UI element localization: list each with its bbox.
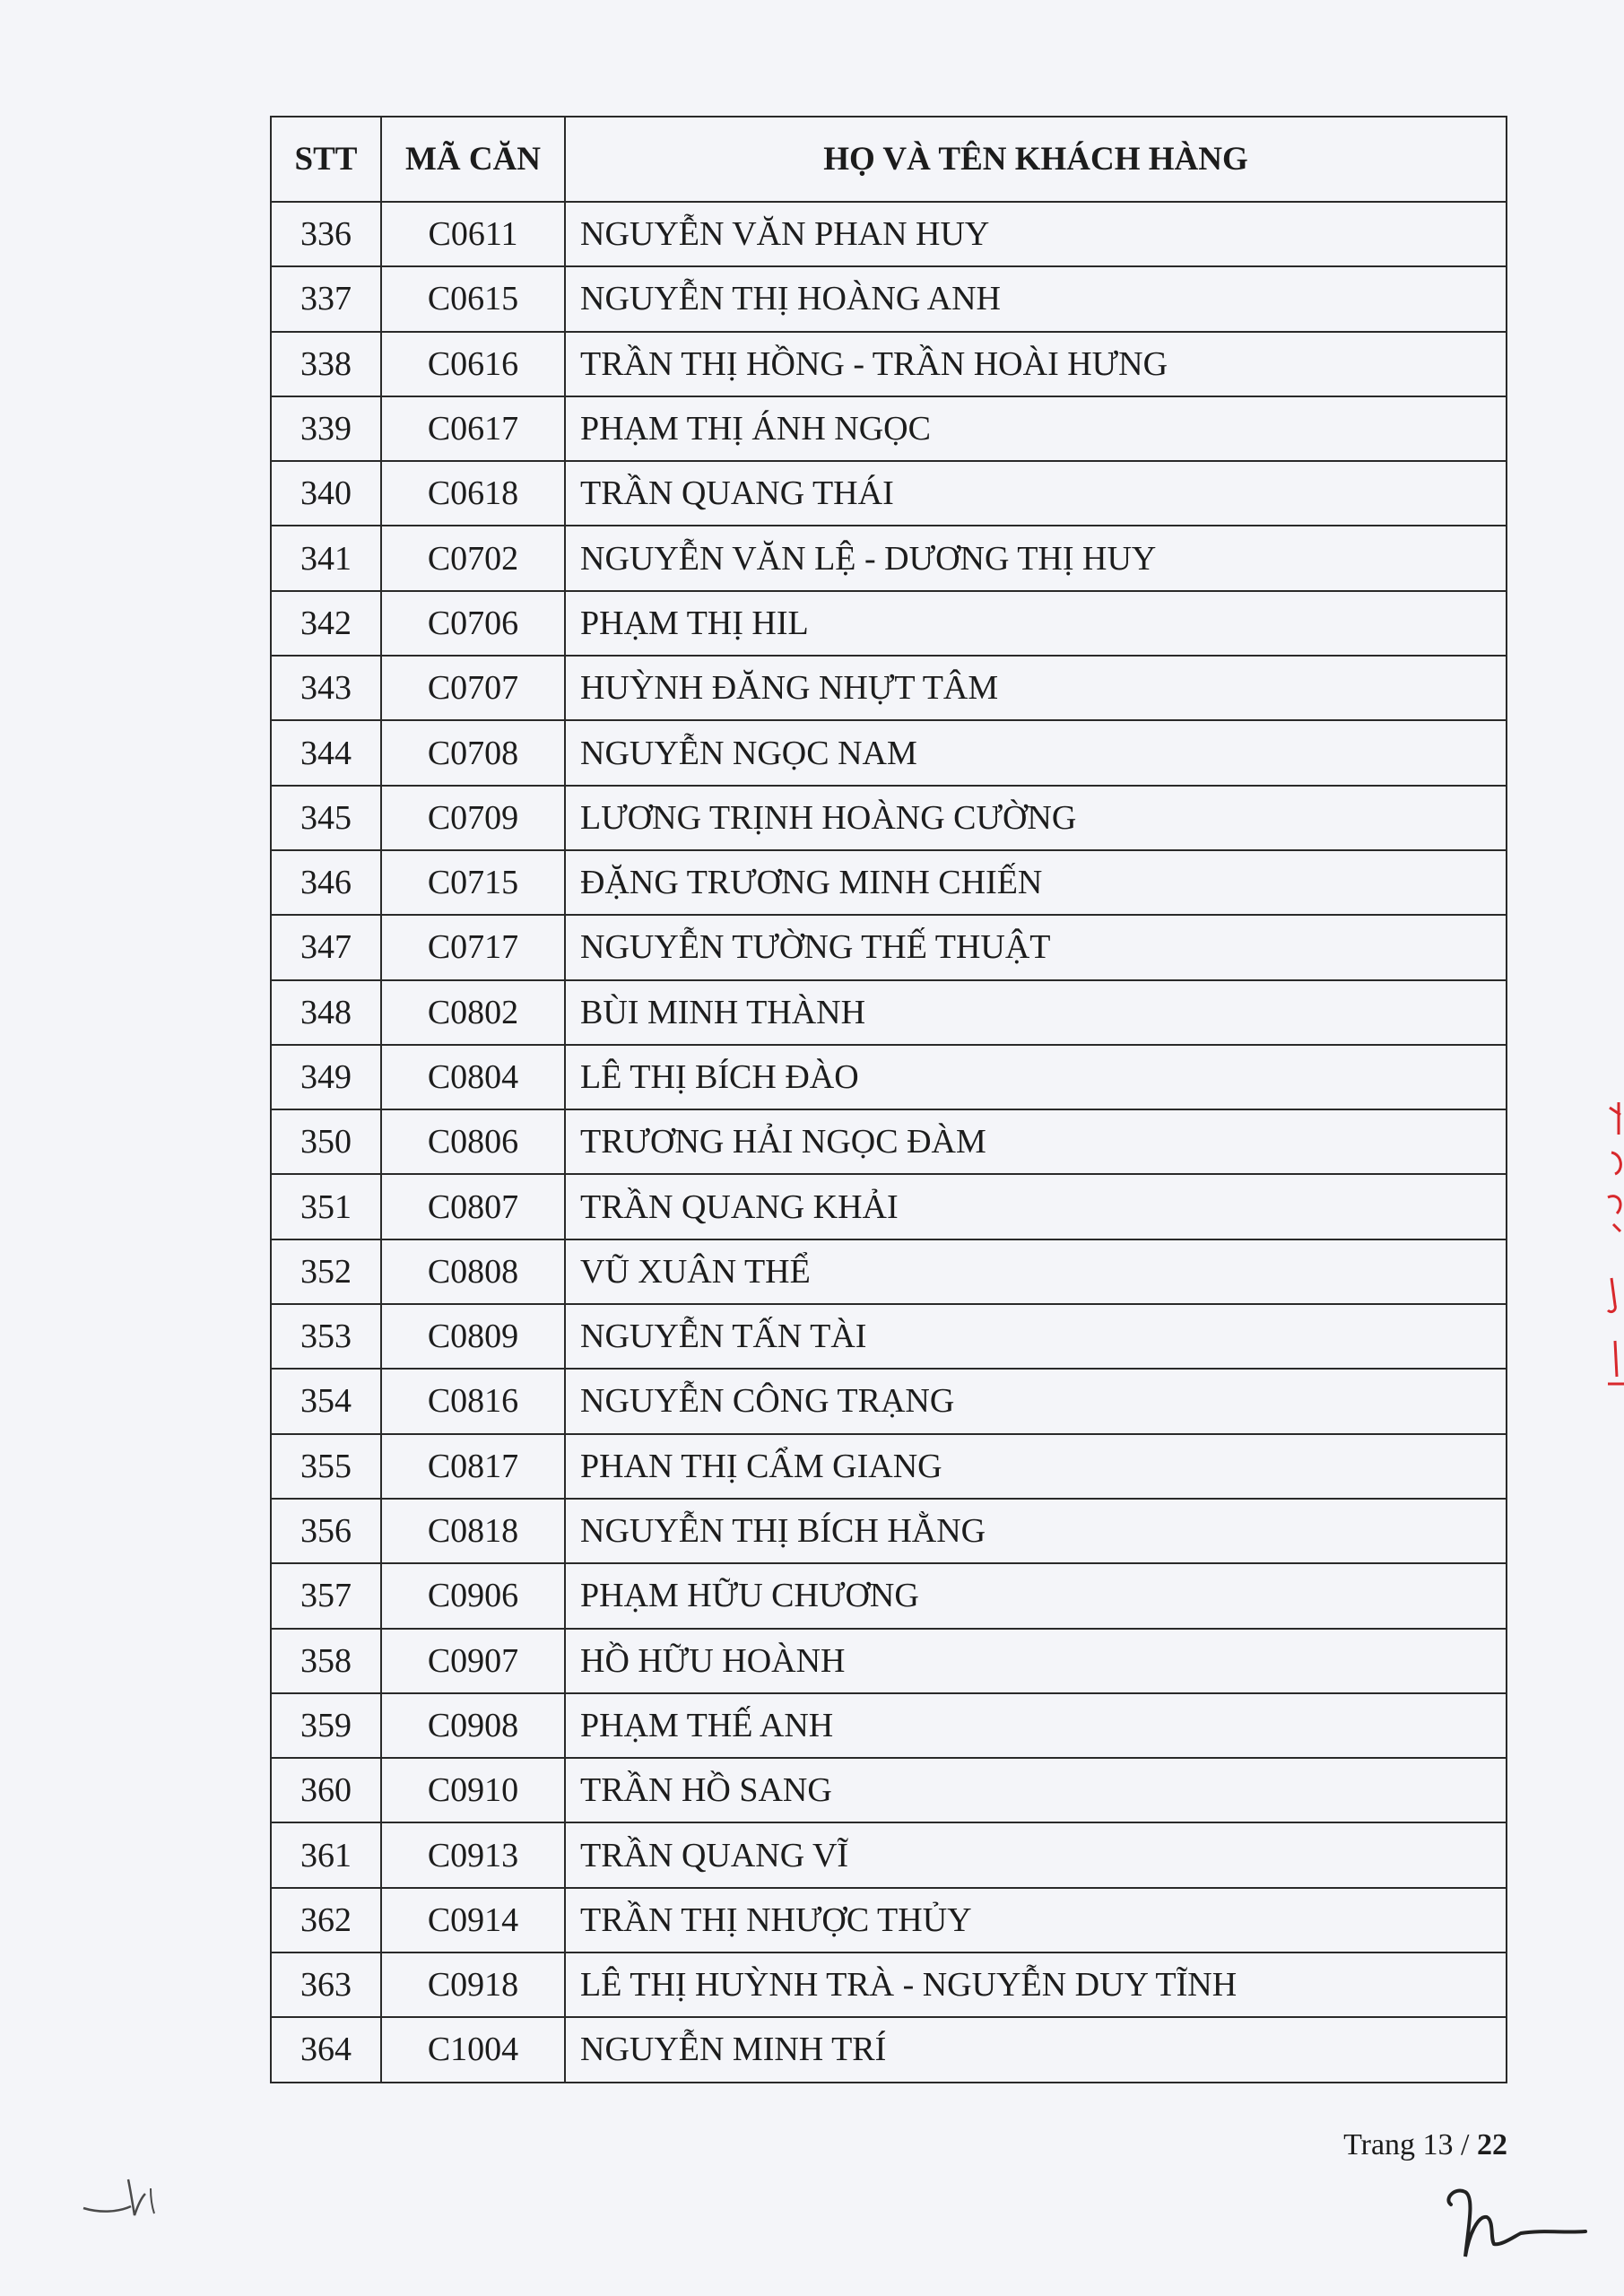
row-customer-name: ĐẶNG TRƯƠNG MINH CHIẾN bbox=[565, 850, 1507, 915]
table-row bbox=[271, 266, 1507, 331]
row-customer-name: PHAN THỊ CẨM GIANG bbox=[565, 1434, 1507, 1499]
header-stt: STT bbox=[271, 117, 381, 202]
row-stt: 359 bbox=[271, 1693, 381, 1758]
row-stt: 348 bbox=[271, 980, 381, 1045]
row-stt: 336 bbox=[271, 202, 381, 266]
row-stt: 349 bbox=[271, 1045, 381, 1109]
table-row bbox=[271, 1174, 1507, 1239]
header-customer-name: HỌ VÀ TÊN KHÁCH HÀNG bbox=[565, 117, 1507, 202]
row-stt: 363 bbox=[271, 1952, 381, 2017]
row-stt: 355 bbox=[271, 1434, 381, 1499]
row-unit-code: C0802 bbox=[381, 980, 565, 1045]
row-stt: 345 bbox=[271, 786, 381, 850]
table-row bbox=[271, 1045, 1507, 1109]
row-customer-name: TRẦN HỒ SANG bbox=[565, 1758, 1507, 1822]
table-row bbox=[271, 720, 1507, 785]
row-customer-name: LÊ THỊ BÍCH ĐÀO bbox=[565, 1045, 1507, 1109]
header-unit-code: MÃ CĂN bbox=[381, 117, 565, 202]
row-customer-name: NGUYỄN CÔNG TRẠNG bbox=[565, 1369, 1507, 1433]
row-unit-code: C0914 bbox=[381, 1888, 565, 1952]
row-stt: 339 bbox=[271, 396, 381, 461]
row-stt: 361 bbox=[271, 1822, 381, 1887]
row-stt: 364 bbox=[271, 2017, 381, 2082]
table-row bbox=[271, 1758, 1507, 1822]
row-unit-code: C0816 bbox=[381, 1369, 565, 1433]
row-customer-name: NGUYỄN THỊ BÍCH HẰNG bbox=[565, 1499, 1507, 1563]
row-stt: 340 bbox=[271, 461, 381, 526]
table-row bbox=[271, 2017, 1507, 2082]
page-number-label: Trang 13 / bbox=[1343, 2128, 1470, 2161]
row-customer-name: NGUYỄN THỊ HOÀNG ANH bbox=[565, 266, 1507, 331]
table-row bbox=[271, 850, 1507, 915]
row-customer-name: NGUYỄN TƯỜNG THẾ THUẬT bbox=[565, 915, 1507, 979]
row-customer-name: LƯƠNG TRỊNH HOÀNG CƯỜNG bbox=[565, 786, 1507, 850]
row-unit-code: C0615 bbox=[381, 266, 565, 331]
row-unit-code: C0809 bbox=[381, 1304, 565, 1369]
table-row bbox=[271, 1629, 1507, 1693]
row-unit-code: C0818 bbox=[381, 1499, 565, 1563]
table-row bbox=[271, 1109, 1507, 1174]
row-unit-code: C0804 bbox=[381, 1045, 565, 1109]
initials-signature-left bbox=[79, 2161, 178, 2224]
row-unit-code: C0616 bbox=[381, 332, 565, 396]
row-stt: 346 bbox=[271, 850, 381, 915]
table-row bbox=[271, 202, 1507, 266]
row-stt: 360 bbox=[271, 1758, 381, 1822]
row-customer-name: NGUYỄN VĂN PHAN HUY bbox=[565, 202, 1507, 266]
row-customer-name: PHẠM THỊ HIL bbox=[565, 591, 1507, 656]
row-customer-name: NGUYỄN TẤN TÀI bbox=[565, 1304, 1507, 1369]
row-stt: 356 bbox=[271, 1499, 381, 1563]
table-row bbox=[271, 1304, 1507, 1369]
row-unit-code: C0709 bbox=[381, 786, 565, 850]
row-stt: 358 bbox=[271, 1629, 381, 1693]
row-stt: 350 bbox=[271, 1109, 381, 1174]
row-stt: 354 bbox=[271, 1369, 381, 1433]
table-row bbox=[271, 396, 1507, 461]
row-unit-code: C0717 bbox=[381, 915, 565, 979]
row-unit-code: C0708 bbox=[381, 720, 565, 785]
table-row bbox=[271, 1952, 1507, 2017]
table-row bbox=[271, 1434, 1507, 1499]
table-row bbox=[271, 915, 1507, 979]
row-unit-code: C0808 bbox=[381, 1239, 565, 1304]
row-customer-name: PHẠM THẾ ANH bbox=[565, 1693, 1507, 1758]
table-row bbox=[271, 526, 1507, 590]
table-row bbox=[271, 1888, 1507, 1952]
customer-table bbox=[270, 116, 1507, 2083]
row-unit-code: C0908 bbox=[381, 1693, 565, 1758]
row-unit-code: C0907 bbox=[381, 1629, 565, 1693]
row-stt: 343 bbox=[271, 656, 381, 720]
table-row bbox=[271, 656, 1507, 720]
row-stt: 344 bbox=[271, 720, 381, 785]
initials-signature-right bbox=[1435, 2179, 1592, 2269]
row-customer-name: NGUYỄN MINH TRÍ bbox=[565, 2017, 1507, 2082]
row-stt: 347 bbox=[271, 915, 381, 979]
row-stt: 342 bbox=[271, 591, 381, 656]
row-unit-code: C0906 bbox=[381, 1563, 565, 1628]
row-unit-code: C0806 bbox=[381, 1109, 565, 1174]
row-unit-code: C0617 bbox=[381, 396, 565, 461]
table-row bbox=[271, 1499, 1507, 1563]
row-unit-code: C0706 bbox=[381, 591, 565, 656]
row-stt: 362 bbox=[271, 1888, 381, 1952]
table-header-row bbox=[271, 117, 1507, 202]
table-row bbox=[271, 461, 1507, 526]
row-unit-code: C0807 bbox=[381, 1174, 565, 1239]
row-customer-name: PHẠM HỮU CHƯƠNG bbox=[565, 1563, 1507, 1628]
row-unit-code: C0702 bbox=[381, 526, 565, 590]
page-number-total: 22 bbox=[1477, 2128, 1507, 2161]
table-body bbox=[271, 202, 1507, 2083]
table-row bbox=[271, 1563, 1507, 1628]
page-number bbox=[1343, 2128, 1507, 2162]
row-unit-code: C0910 bbox=[381, 1758, 565, 1822]
row-customer-name: NGUYỄN NGỌC NAM bbox=[565, 720, 1507, 785]
row-unit-code: C1004 bbox=[381, 2017, 565, 2082]
table-row bbox=[271, 1369, 1507, 1433]
row-customer-name: TRẦN THỊ HỒNG - TRẦN HOÀI HƯNG bbox=[565, 332, 1507, 396]
table-row bbox=[271, 1693, 1507, 1758]
row-unit-code: C0611 bbox=[381, 202, 565, 266]
row-stt: 341 bbox=[271, 526, 381, 590]
row-stt: 352 bbox=[271, 1239, 381, 1304]
table-row bbox=[271, 1822, 1507, 1887]
red-stamp-edge bbox=[1599, 1099, 1624, 1395]
table-row bbox=[271, 980, 1507, 1045]
row-unit-code: C0715 bbox=[381, 850, 565, 915]
row-unit-code: C0918 bbox=[381, 1952, 565, 2017]
row-customer-name: TRƯƠNG HẢI NGỌC ĐÀM bbox=[565, 1109, 1507, 1174]
row-customer-name: HUỲNH ĐĂNG NHỰT TÂM bbox=[565, 656, 1507, 720]
row-stt: 357 bbox=[271, 1563, 381, 1628]
row-customer-name: TRẦN QUANG THÁI bbox=[565, 461, 1507, 526]
table-row bbox=[271, 1239, 1507, 1304]
row-unit-code: C0707 bbox=[381, 656, 565, 720]
row-customer-name: LÊ THỊ HUỲNH TRÀ - NGUYỄN DUY TĨNH bbox=[565, 1952, 1507, 2017]
row-unit-code: C0913 bbox=[381, 1822, 565, 1887]
row-stt: 351 bbox=[271, 1174, 381, 1239]
row-stt: 353 bbox=[271, 1304, 381, 1369]
row-customer-name: TRẦN THỊ NHƯỢC THỦY bbox=[565, 1888, 1507, 1952]
row-customer-name: NGUYỄN VĂN LỆ - DƯƠNG THỊ HUY bbox=[565, 526, 1507, 590]
row-customer-name: TRẦN QUANG KHẢI bbox=[565, 1174, 1507, 1239]
row-customer-name: HỒ HỮU HOÀNH bbox=[565, 1629, 1507, 1693]
table-row bbox=[271, 591, 1507, 656]
row-unit-code: C0618 bbox=[381, 461, 565, 526]
table-row bbox=[271, 786, 1507, 850]
table-row bbox=[271, 332, 1507, 396]
row-stt: 338 bbox=[271, 332, 381, 396]
row-unit-code: C0817 bbox=[381, 1434, 565, 1499]
row-stt: 337 bbox=[271, 266, 381, 331]
row-customer-name: PHẠM THỊ ÁNH NGỌC bbox=[565, 396, 1507, 461]
row-customer-name: BÙI MINH THÀNH bbox=[565, 980, 1507, 1045]
row-customer-name: VŨ XUÂN THỂ bbox=[565, 1239, 1507, 1304]
row-customer-name: TRẦN QUANG VĨ bbox=[565, 1822, 1507, 1887]
